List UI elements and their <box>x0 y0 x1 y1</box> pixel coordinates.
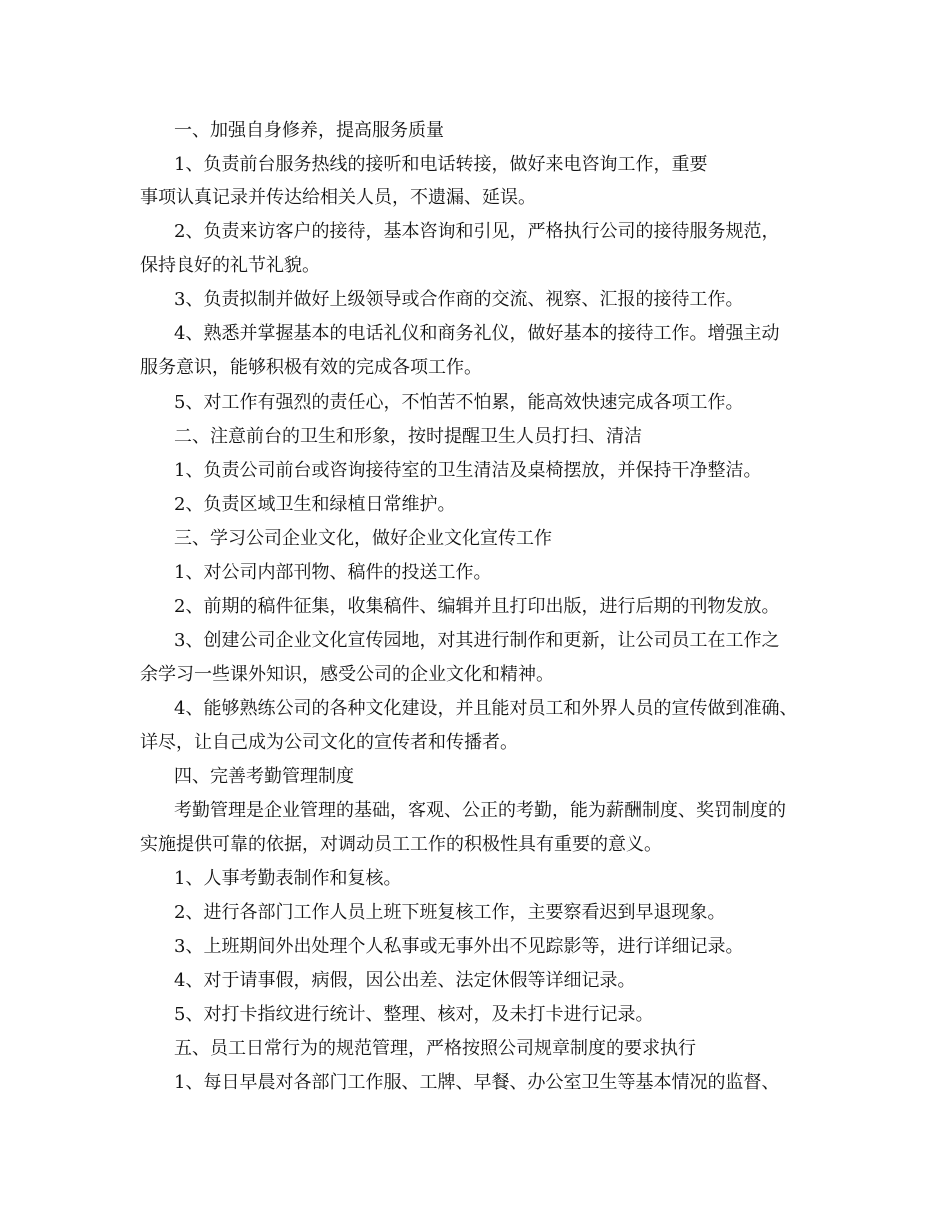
paragraph-line: 实施提供可靠的依据，对调动员工工作的积极性具有重要的意义。 <box>140 834 662 855</box>
paragraph-line: 2、负责来访客户的接待，基本咨询和引见，严格执行公司的接待服务规范， <box>174 221 780 242</box>
paragraph-line: 余学习一些课外知识，感受公司的企业文化和精神。 <box>140 664 554 685</box>
paragraph-line: 4、熟悉并掌握基本的电话礼仪和商务礼仪，做好基本的接待工作。增强主动 <box>174 323 780 344</box>
paragraph-line: 1、每日早晨对各部门工作服、工牌、早餐、办公室卫生等基本情况的监督、 <box>174 1072 780 1093</box>
section-heading-4: 四、完善考勤管理制度 <box>174 766 354 787</box>
section-heading-5: 五、员工日常行为的规范管理，严格按照公司规章制度的要求执行 <box>174 1038 696 1059</box>
section-heading-2: 二、注意前台的卫生和形象，按时提醒卫生人员打扫、清洁 <box>174 426 642 447</box>
paragraph-line: 事项认真记录并传达给相关人员，不遗漏、延误。 <box>140 187 536 208</box>
paragraph-line: 1、负责公司前台或咨询接待室的卫生清洁及桌椅摆放，并保持干净整洁。 <box>174 460 762 481</box>
paragraph-line: 5、对工作有强烈的责任心，不怕苦不怕累，能高效快速完成各项工作。 <box>174 392 744 413</box>
paragraph-line: 详尽，让自己成为公司文化的宣传者和传播者。 <box>140 732 518 753</box>
paragraph-line: 4、能够熟练公司的各种文化建设，并且能对员工和外界人员的宣传做到准确、 <box>174 698 798 719</box>
paragraph-line: 2、负责区域卫生和绿植日常维护。 <box>174 494 456 515</box>
paragraph-line: 服务意识，能够积极有效的完成各项工作。 <box>140 357 482 378</box>
paragraph-line: 保持良好的礼节礼貌。 <box>140 255 320 276</box>
paragraph-line: 1、对公司内部刊物、稿件的投送工作。 <box>174 562 492 583</box>
paragraph-line: 考勤管理是企业管理的基础，客观、公正的考勤，能为薪酬制度、奖罚制度的 <box>174 800 786 821</box>
paragraph-line: 5、对打卡指纹进行统计、整理、核对，及未打卡进行记录。 <box>174 1004 654 1025</box>
paragraph-line: 3、负责拟制并做好上级领导或合作商的交流、视察、汇报的接待工作。 <box>174 289 744 310</box>
paragraph-line: 2、前期的稿件征集，收集稿件、编辑并且打印出版，进行后期的刊物发放。 <box>174 596 780 617</box>
paragraph-line: 3、创建公司企业文化宣传园地，对其进行制作和更新，让公司员工在工作之 <box>174 630 780 651</box>
paragraph-line: 1、人事考勤表制作和复核。 <box>174 868 402 889</box>
section-heading-1: 一、加强自身修养，提高服务质量 <box>174 120 444 141</box>
section-heading-3: 三、学习公司企业文化，做好企业文化宣传工作 <box>174 528 552 549</box>
paragraph-line: 4、对于请事假，病假，因公出差、法定休假等详细记录。 <box>174 970 636 991</box>
paragraph-line: 1、负责前台服务热线的接听和电话转接，做好来电咨询工作，重要 <box>174 154 708 175</box>
paragraph-line: 2、进行各部门工作人员上班下班复核工作，主要察看迟到早退现象。 <box>174 902 726 923</box>
paragraph-line: 3、上班期间外出处理个人私事或无事外出不见踪影等，进行详细记录。 <box>174 936 744 957</box>
